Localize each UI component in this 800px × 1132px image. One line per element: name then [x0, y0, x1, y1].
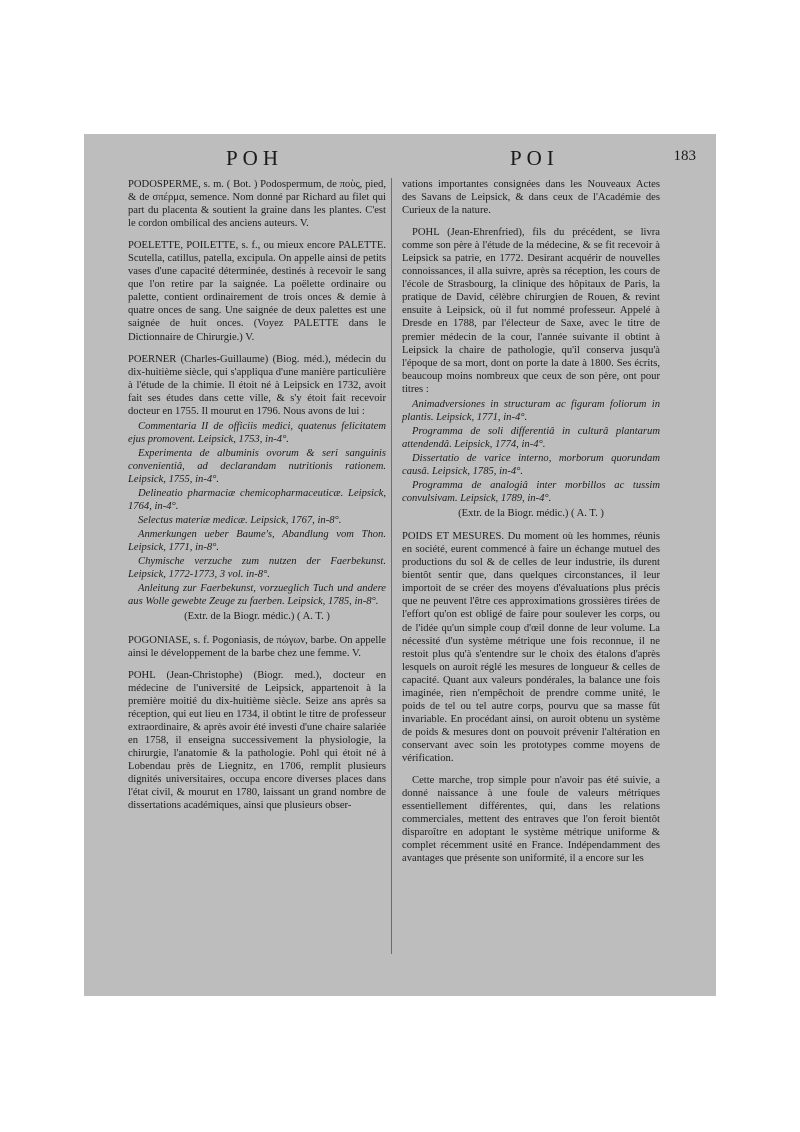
citation: Delineatio pharmaciæ chemicopharmaceuticæ. Leipsick, 1764, in-4°. [128, 488, 386, 513]
citation: Chymische verzuche zum nutzen der Faerbekunst. Leipsick, 1772-1773, 3 vol. in-8°. [128, 556, 386, 581]
source-note: (Extr. de la Biogr. médic.) ( A. T. ) [458, 508, 604, 520]
running-head-left: POH [226, 146, 284, 170]
headword: POHL [412, 227, 440, 239]
citation: Anmerkungen ueber Baume's, Abandlung vom Thon. Leipsick, 1771, in-8°. [128, 529, 386, 554]
column-divider [391, 178, 392, 954]
citation: Dissertatio de varice interno, morborum quorundam causâ. Leipsick, 1785, in-4°. [402, 452, 660, 477]
citation: Anleitung zur Faerbekunst, vorzueglich Tuch und andere aus Wolle gewebte Zeuge zu faerben. Leipsick, 1785, in-8°. [128, 583, 386, 608]
entry-pohl-jean-ehrenfried [402, 226, 660, 396]
entry-pogoniase [128, 634, 386, 660]
headword: POIDS ET MESURES [402, 531, 502, 543]
citation: Programma de analogiâ inter morbillos ac tussim convulsivam. Leipsick, 1789, in-4°. [402, 480, 660, 505]
entry-text: . Du moment où les hommes, réunis en société, eurent commencé à faire un échange mutuel des productions du sol & de celles de leur industrie, ils durent bientôt sentir que, dans quelques circonstances, il leur importoit de se créer des moyens d'évaluations plus précis que ne peuvent l'être ces approximations grossières tirées de l'effort qu'on est obligé de faire pour soulever les corps, ou de l'idée qu'un simple coup d'œil donne de leur volume. La nécessité d'un système métrique une fois reconnue, il ne restoit plus qu'à s'entendre sur le choix des étalons d'après lesquels on auroit réglé les mesures de longueur & celles de capacité. Quant aux valeurs pondérales, la balance une fois imaginée, rien n'empêchoit de prendre comme unité, le poids de tel ou tel autre corps, pourvu que sa masse fût invariable. En procédant ainsi, on auroit obtenu un système de poids & mesures dont on pouvoit prévenir l'altération en conservant avec soin les prototypes comme moyens de vérification. [402, 531, 660, 764]
entry-poelette [128, 239, 386, 343]
headword: POELETTE, POILETTE [128, 240, 236, 252]
entry-text: (Jean-Ehrenfried), fils du précédent, se livra comme son père à l'étude de la médecine, & se fit recevoir à Leipsick sa patrie, en 1772. Desirant acquérir de nouvelles connoissances, il alla suivre, après sa réception, les cours de l'école de Strasbourg, la clinique des hôpitaux de Paris, la pratique de David, célèbre chirurgien de Rouen, & revint ensuite à Leipsick, où il fut nommé professeur. Appelé à Dresde en 1788, par l'électeur de Saxe, avec le titre de premier médecin de la cour, l'année suivante il obtint à Leipsick la chaire de pathologie, qu'il conserva jusqu'à l'époque de sa mort, dont on porte la date à 1800. Ses écrits, beaucoup moins nombreux que ceux de son père, ont pour titres : [402, 227, 660, 395]
right-column [402, 178, 660, 874]
entry-text: (Jean-Christophe) (Biogr. med.), docteur en médecine de l'université de Leipsick, appartenoit à la première moitié du dix-huitième siècle. Seize ans après sa réception, qui eut lieu en 1734, il obtint le titre de professeur extraordinaire, & après avoir été investi d'une chaire salariée en 1758, il enseigna successivement la physiologie, la chirurgie, l'anatomie & la pathologie. Pohl qui étoit né à Lobendau près de Liegnitz, en 1706, remplit plusieurs dignités universitaires, occupa encore diverses places dans l'état civil, & mourut en 1780, laissant un grand nombre de dissertations académiques, ainsi que plusieurs obser- [128, 669, 386, 812]
running-head-right: POI [510, 146, 559, 170]
entry-podosperme [128, 178, 386, 230]
entry-pohl-jean-christophe [128, 669, 386, 813]
continuation-text: vations importantes consignées dans les Nouveaux Actes des Savans de Leipsick, & dans ceux de l'Académie des Curieux de la nature. [402, 179, 660, 217]
headword: PODOSPERME [128, 179, 199, 190]
citation: Selectus materiæ medicæ. Leipsick, 1767, in-8°. [138, 515, 342, 527]
citation: Animadversiones in structuram ac figuram foliorum in plantis. Leipsick, 1771, in-4°. [402, 398, 660, 423]
scanned-page [84, 134, 716, 996]
entry-text: , s. f. Pogoniasis, de πώγων, barbe. On appelle ainsi le développement de la barbe chez une femme. V. [128, 634, 386, 659]
entry-text: (Charles-Guillaume) (Biog. méd.), médecin du dix-huitième siècle, qui s'appliqua d'une manière particulière à l'étude de la chimie. Il étoit né à Leipsick en 1732, avoit fait ses études dans cette ville, & s'y étoit fait recevoir docteur en 1755. Il mourut en 1796. Nous avons de lui : [128, 353, 386, 417]
source-note: (Extr. de la Biogr. médic.) ( A. T. ) [184, 611, 330, 623]
citation: Programma de soli differentiâ in culturâ plantarum attendendâ. Leipsick, 1774, in-4°. [402, 425, 660, 450]
headword: POGONIASE [128, 634, 189, 646]
headword: POHL [128, 669, 156, 681]
left-column [128, 178, 386, 821]
citation: Experimenta de albuminis ovorum & seri sanguinis convenientiâ, ad declarandam nutritionis rationem. Leipsick, 1755, in-4°. [128, 447, 386, 485]
headword: POERNER [128, 353, 177, 365]
entry-text: , s. m. ( Bot. ) Podospermum, de ποὺς, pied, & de σπέρμα, semence. Nom donné par Richard au filet qui part du placenta & soutient la graine dans les plantes. C'est le cordon ombilical des anciens auteurs. V. [128, 179, 386, 230]
entry-text: , s. f., ou mieux encore PALETTE. Scutella, catillus, patella, excipula. On appelle ainsi de petits vases d'une capacité déterminée, destinés à recevoir le sang que l'on retire par la saignée. La poëlette ordinaire ou palette, contient ordinairement de trois onces & demie à quatre onces de sang. Une saignée de deux palettes est une saignée de huit onces. (Voyez PALETTE dans le Dictionnaire de Chirurgie.) V. [128, 240, 386, 343]
page-number: 183 [673, 148, 696, 164]
entry-poids-et-mesures [402, 530, 660, 765]
citation: Commentaria II de officiis medici, quatenus felicitatem ejus promovent. Leipsick, 1753, in-4°. [128, 420, 386, 445]
entry-poerner [128, 353, 386, 418]
paragraph: Cette marche, trop simple pour n'avoir pas été suivie, a donné naissance à une foule de valeurs métriques essentiellement différentes, qui, dans les relations commerciales, mettent des entraves que l'on feroit bientôt disparoître en adoptant le système métrique uniforme & complet récemment usité en France. Indépendamment des avantages que présente son uniformité, il a encore sur les [402, 775, 660, 865]
